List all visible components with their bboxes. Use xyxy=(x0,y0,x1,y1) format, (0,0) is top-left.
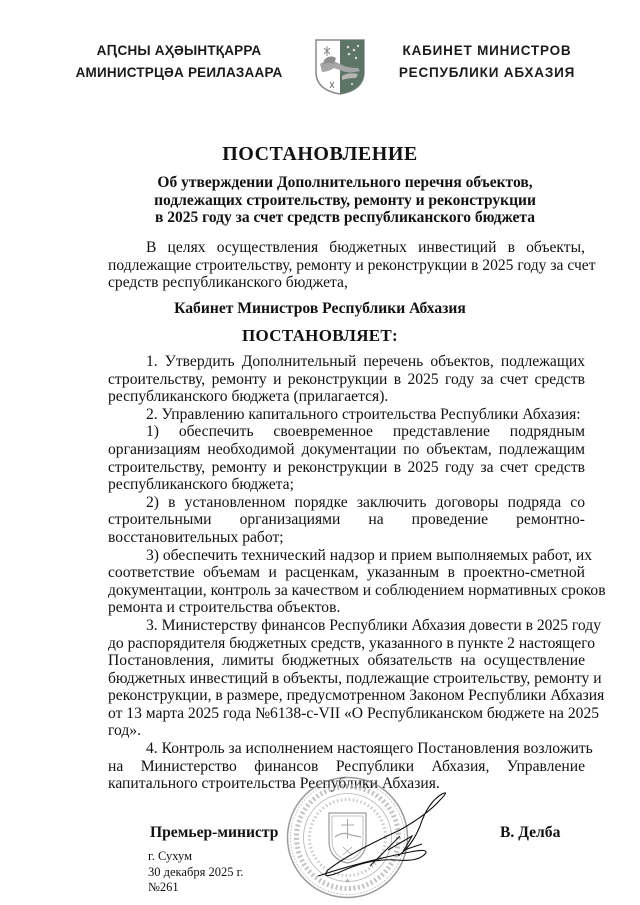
header-russian xyxy=(382,40,592,84)
paragraph-line: соответствие объемам и расценкам, указанным в проектно-сметной xyxy=(108,564,585,582)
document-type-title: ПОСТАНОВЛЕНИЕ xyxy=(222,143,418,165)
preamble-line: средств республиканского бюджета, xyxy=(108,274,348,292)
paragraph-2-2 xyxy=(108,494,585,547)
issue-date: 30 декабря 2025 г. xyxy=(148,864,244,879)
paragraph-line: от 13 марта 2025 года №6138-с-VII «О Республиканском бюджете на 2025 xyxy=(108,704,600,722)
subtitle-line: в 2025 году за счет средств республиканского бюджета xyxy=(155,209,535,226)
paragraph-line: строительными организациями на проведение ремонтно- xyxy=(108,511,585,529)
handwritten-signature-icon xyxy=(300,790,460,885)
document-number: №261 xyxy=(148,880,179,894)
paragraph-line: документации, контроль за качеством и соблюдением нормативных сроков xyxy=(108,581,606,599)
subtitle-line: Об утверждении Дополнительного перечня объектов, xyxy=(157,174,533,191)
paragraph-line: 2. Управлению капитального строительства Республики Абхазия: xyxy=(146,405,581,423)
issuer-name: Кабинет Министров Республики Абхазия xyxy=(174,300,466,317)
coat-of-arms-icon xyxy=(314,38,366,96)
paragraph-line: 1) обеспечить своевременное представление подрядным xyxy=(146,423,585,441)
subtitle-line: подлежащих строительству, ремонту и реконструкции xyxy=(154,191,536,209)
paragraph-line: 1. Утвердить Дополнительный перечень объектов, подлежащих xyxy=(146,353,585,370)
document-subtitle xyxy=(100,174,590,227)
paragraph-line: Постановления, лимиты бюджетных обязательств на осуществление xyxy=(108,652,585,670)
paragraph-line: организациям необходимой документации по объектам, подлежащим xyxy=(108,440,585,458)
header-russian-line-2: РЕСПУБЛИКИ АБХАЗИЯ xyxy=(398,65,576,80)
paragraph-line: строительству, ремонту и реконструкции в 2025 году за счет средств xyxy=(108,370,585,388)
resolves-heading: ПОСТАНОВЛЯЕТ: xyxy=(241,326,399,345)
preamble xyxy=(108,239,596,292)
svg-text:★: ★ xyxy=(344,877,351,885)
paragraph-line: до распорядителя бюджетных средств, указанного в пункте 2 настоящего xyxy=(108,634,596,652)
signatory-title: Премьер-министр xyxy=(150,824,279,841)
preamble-line: В целях осуществления бюджетных инвестиций в объекты, xyxy=(146,239,585,256)
paragraph-2-3 xyxy=(108,546,606,617)
paragraph-line: 4. Контроль за исполнением настоящего Постановления возложить xyxy=(146,740,593,758)
header-abkhaz xyxy=(64,40,294,84)
paragraph-line: 3) обеспечить технический надзор и прием выполняемых работ, их xyxy=(146,546,593,564)
paragraph-1 xyxy=(108,353,585,406)
preamble-line: подлежащие строительству, ремонту и реконструкции в 2025 году за счет xyxy=(108,256,596,274)
paragraph-line: восстановительных работ; xyxy=(108,528,284,546)
paragraph-line: строительству, ремонту и реконструкции в 2025 году за счет средств xyxy=(108,458,585,476)
paragraph-line: на Министерство финансов Республики Абхазия, Управление xyxy=(108,757,585,775)
document-body xyxy=(108,353,606,793)
header-abkhaz-line-2: АМИНИСТРЦӘА РЕИЛАЗААРА xyxy=(75,65,283,80)
issue-details xyxy=(148,849,243,896)
paragraph-line: капитального строительства Республики Абхазия. xyxy=(108,775,440,793)
issue-city: г. Сухум xyxy=(148,849,193,863)
paragraph-2 xyxy=(108,406,585,424)
paragraph-line: 2) в установленном порядке заключить договоры подряда со xyxy=(146,493,585,511)
paragraph-line: реконструкции, в размере, предусмотренном Законом Республики Абхазия xyxy=(108,687,605,705)
paragraph-line: республиканского бюджета (прилагается). xyxy=(108,388,389,406)
header-abkhaz-line-1: АԤСНЫ АҲӘЫНТҚАРРА xyxy=(96,43,262,58)
paragraph-line: год». xyxy=(108,722,141,740)
paragraph-3 xyxy=(108,616,605,740)
paragraph-2-1 xyxy=(108,423,585,493)
paragraph-line: бюджетных инвестиций в объекты, подлежащие строительству, ремонту и xyxy=(108,669,602,687)
paragraph-line: ремонта и строительства объектов. xyxy=(108,599,341,617)
paragraph-line: республиканского бюджета; xyxy=(108,476,294,494)
paragraph-line: 3. Министерству финансов Республики Абхазия довести в 2025 году xyxy=(146,616,601,634)
header-russian-line-1: КАБИНЕТ МИНИСТРОВ xyxy=(402,43,572,58)
signatory-name: В. Делба xyxy=(500,824,561,841)
